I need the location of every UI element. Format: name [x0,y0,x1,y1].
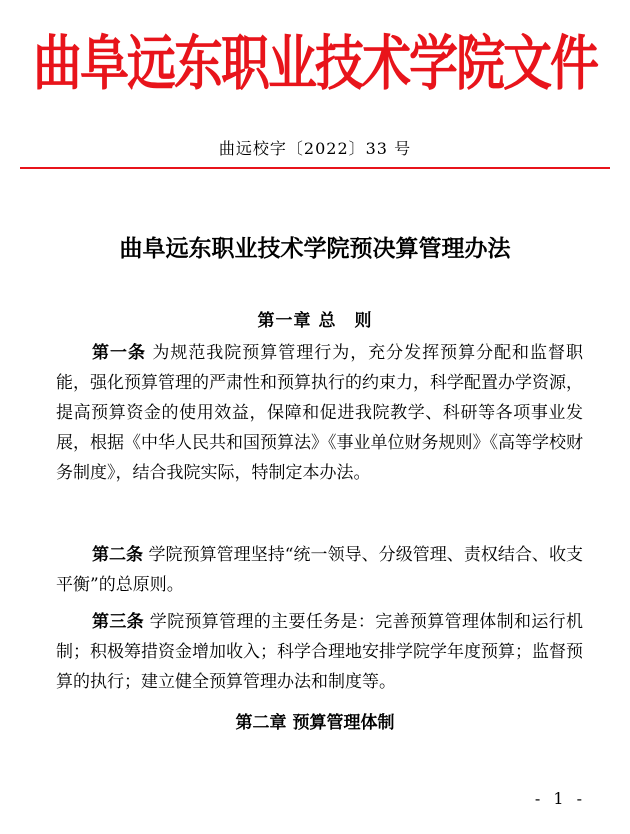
document-title: 曲阜远东职业技术学院预决算管理办法 [119,235,511,262]
document-number: 曲远校字〔2022〕33 号 [218,139,412,158]
article-number: 第二条 [92,545,144,565]
article-text: 学院预算管理的主要任务是：完善预算管理体制和运行机制；积极筹措资金增加收入；科学合理地安排学院学年度预算；监督预算的执行；建立健全预算管理办法和制度等。 [56,612,583,692]
document-header-title: 曲阜远东职业技术学院文件 [32,27,597,99]
article-text: 学院预算管理坚持“统一领导、分级管理、责权结合、收支平衡”的总原则。 [56,545,583,595]
article-number: 第三条 [92,612,145,632]
article-paragraph [56,607,583,697]
article-text: 为规范我院预算管理行为，充分发挥预算分配和监督职能，强化预算管理的严肃性和预算执行的约束力，科学配置办学资源，提高预算资金的使用效益，保障和促进我院教学、科研等各项事业发展，根据《中华人民共和国预算法》《事业单位财务规则》《高等学校财务制度》，结合我院实际，特制定本办法。 [56,343,584,483]
red-divider-line [20,167,610,169]
chapter-heading: 第一章 总 则 [257,311,373,331]
article-paragraph [56,338,583,488]
chapter-heading: 第二章 预算管理体制 [235,713,395,733]
page-number: - 1 - [534,789,586,808]
article-paragraph [56,540,583,600]
article-number: 第一条 [92,343,146,363]
